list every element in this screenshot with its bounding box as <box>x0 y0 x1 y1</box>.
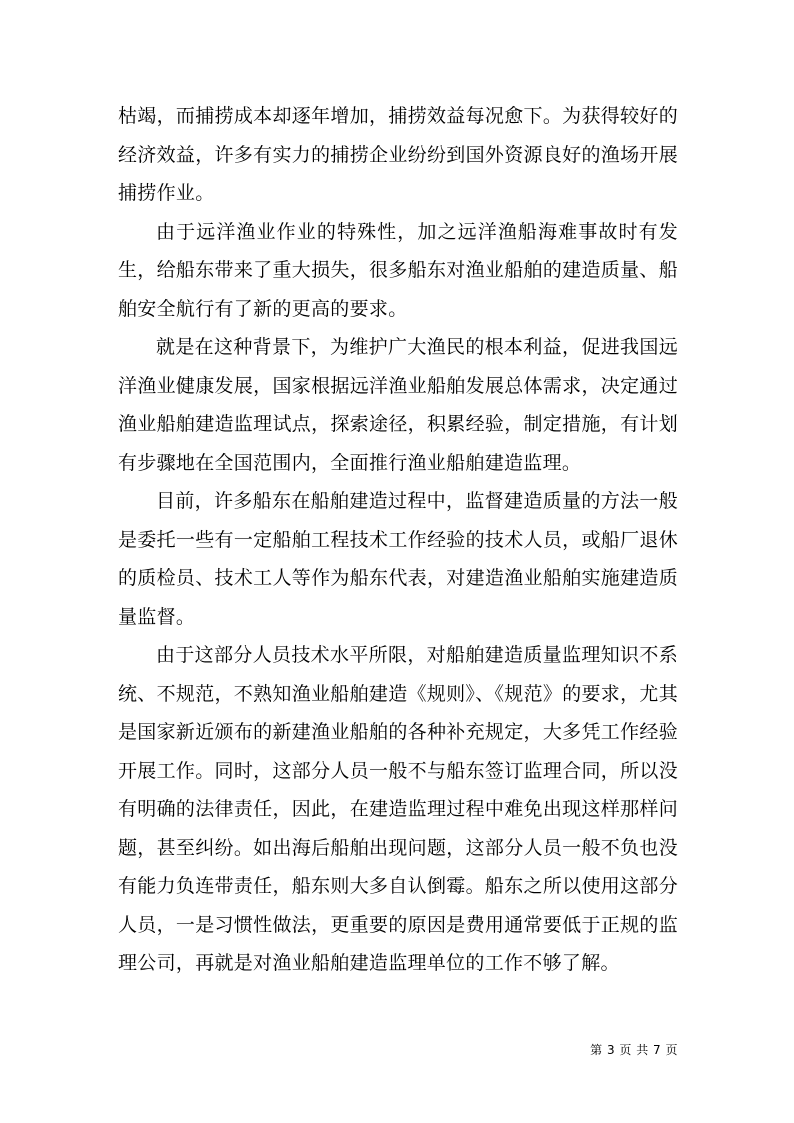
paragraph-4: 目前，许多船东在船舶建造过程中，监督建造质量的方法一般是委托一些有一定船舶工程技术工作经验的技术人员，或船厂退休的质检员、技术工人等作为船东代表，对建造渔业船舶实施建造质量监督。 <box>118 490 678 628</box>
paragraph-1: 枯竭，而捕捞成本却逐年增加，捕捞效益每况愈下。为获得较好的经济效益，许多有实力的捕捞企业纷纷到国外资源良好的渔场开展捕捞作业。 <box>118 105 678 204</box>
paragraph-2: 由于远洋渔业作业的特殊性，加之远洋渔船海难事故时有发生，给船东带来了重大损失，很多船东对渔业船舶的建造质量、船舶安全航行有了新的更高的要求。 <box>118 220 678 320</box>
page-number-footer: 第 3 页 共 7 页 <box>590 1043 678 1057</box>
document-body <box>118 97 678 983</box>
paragraph-3: 就是在这种背景下，为维护广大渔民的根本利益，促进我国远洋渔业健康发展，国家根据远洋渔业船舶发展总体需求，决定通过渔业船舶建造监理试点，探索途径，积累经验，制定措施，有计划有步骤地在全国范围内，全面推行渔业船舶建造监理。 <box>118 336 678 474</box>
paragraph-5: 由于这部分人员技术水平所限，对船舶建造质量监理知识不系统、不规范，不熟知渔业船舶建造《规则》、《规范》的要求，尤其是国家新近颁布的新建渔业船舶的各种补充规定，大多凭工作经验开展工作。同时，这部分人员一般不与船东签订监理合同，所以没有明确的法律责任，因此，在建造监理过程中难免出现这样那样问题，甚至纠纷。如出海后船舶出现问题，这部分人员一般不负也没有能力负连带责任，船东则大多自认倒霉。船东之所以使用这部分人员，一是习惯性做法，更重要的原因是费用通常要低于正规的监理公司，再就是对渔业船舶建造监理单位的工作不够了解。 <box>118 644 679 974</box>
